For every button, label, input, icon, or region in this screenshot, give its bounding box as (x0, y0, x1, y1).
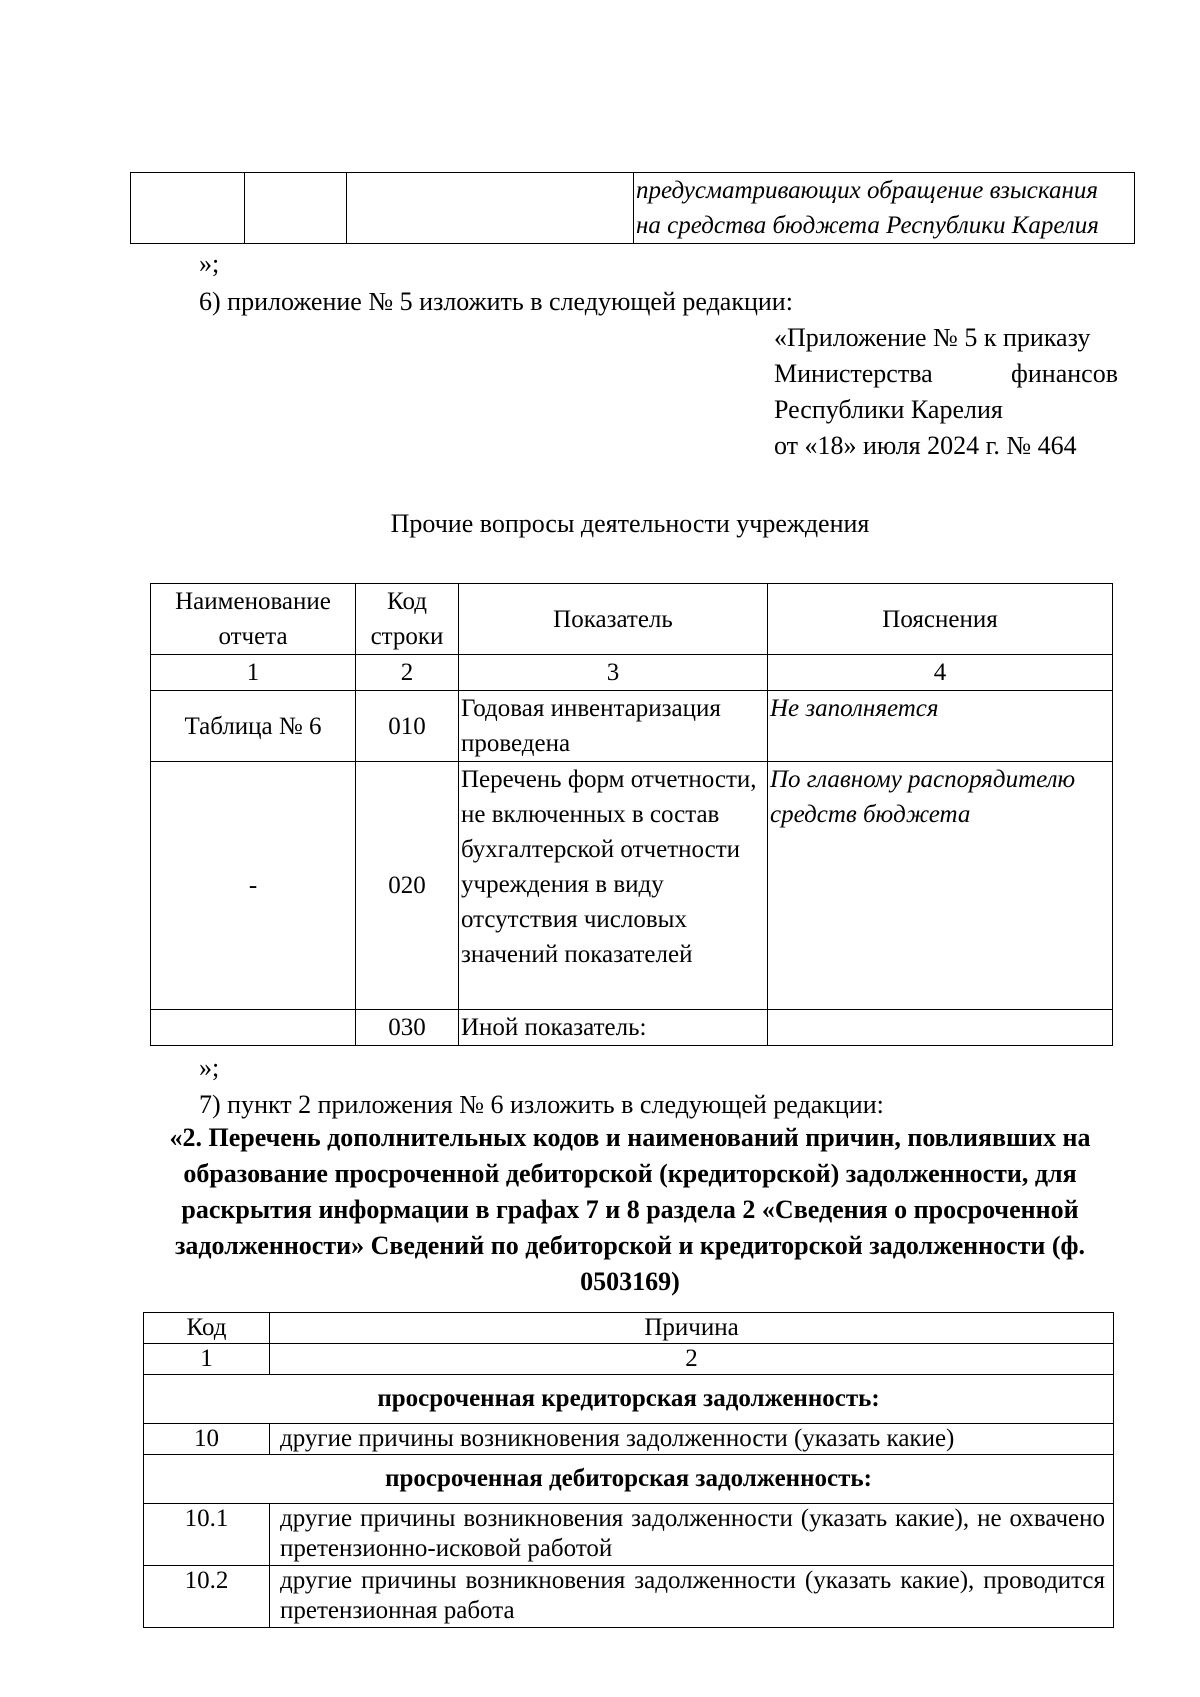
table5-col-number: 4 (768, 655, 1113, 691)
table5-cell-code: 030 (356, 1010, 459, 1046)
table6-group-debtor: просроченная дебиторская задолженность: (144, 1455, 1114, 1504)
table-row (151, 762, 1113, 1010)
table6-cell-code: 10.1 (144, 1504, 270, 1566)
appendix-line-2-right: финансов (1011, 359, 1118, 388)
table5-header-indicator: Показатель (459, 584, 768, 655)
table5-cell-code: 010 (356, 691, 459, 762)
table-row (151, 691, 1113, 762)
table5-cell-note: Не заполняется (768, 691, 1113, 762)
item-6-text: 6) приложение № 5 изложить в следующей редакции: (199, 287, 793, 316)
appendix-line-2-left: Министерства (774, 359, 933, 388)
table5-cell-name: - (151, 762, 356, 1010)
table5-col-number: 2 (356, 655, 459, 691)
table5-col-number: 1 (151, 655, 356, 691)
appendix-line (774, 320, 1118, 356)
table6-header-reason: Причина (270, 1313, 1114, 1344)
table6-cell-reason: другие причины возникновения задолженности (указать какие) (270, 1424, 1114, 1455)
top-table-text-line: на средства бюджета Республики Карелия (636, 212, 1099, 239)
table-reason-codes (143, 1312, 1114, 1628)
table5-header-code: Код строки (356, 584, 459, 655)
top-table-cell-2 (245, 173, 347, 244)
table-row (144, 1424, 1114, 1455)
table6-cell-code: 10 (144, 1424, 270, 1455)
table5-cell-name (151, 1010, 356, 1046)
table6-cell-reason: другие причины возникновения задолженности (указать какие), проводится претензионная работа (270, 1566, 1114, 1628)
table6-col-number: 1 (144, 1344, 270, 1375)
table5-header-name: Наименование отчета (151, 584, 356, 655)
table6-col-number: 2 (270, 1344, 1114, 1375)
table5-cell-note: По главному распорядителю средств бюджета (768, 762, 1113, 1010)
table-other-questions (150, 583, 1113, 1046)
table5-cell-note (768, 1010, 1113, 1046)
close-quote: »; (199, 1053, 220, 1082)
table-row (144, 1566, 1114, 1628)
top-table-cell-4 (634, 173, 1135, 244)
table5-cell-indicator: Годовая инвентаризация проведена (459, 691, 768, 762)
item-7-text: 7) пункт 2 приложения № 6 изложить в следующей редакции: (199, 1090, 884, 1119)
table5-col-number: 3 (459, 655, 768, 691)
close-quote: »; (199, 249, 220, 278)
table5-cell-indicator: Перечень форм отчетности, не включенных в состав бухгалтерской отчетности учреждения в виду отсутствия числовых значений показателей (459, 762, 768, 1010)
appendix-line (774, 356, 1118, 392)
section-2-title: «2. Перечень дополнительных кодов и наименований причин, повлиявших на образование просроченной дебиторской (кредиторской) задолженности, для раскрытия информации в графах 7 и 8 раздела 2 «Сведения о просроченной задолженности» Сведений по дебиторской и кредиторской задолженности (ф. 0503169) (169, 1123, 1091, 1296)
table6-cell-code: 10.2 (144, 1566, 270, 1628)
top-table-cell-3 (347, 173, 634, 244)
top-table-text-line: предусматривающих обращение взыскания (636, 177, 1098, 204)
top-table-cell-1 (131, 173, 245, 244)
table5-cell-name: Таблица № 6 (151, 691, 356, 762)
table6-header-code: Код (144, 1313, 270, 1344)
table-row (144, 1504, 1114, 1566)
table6-cell-reason: другие причины возникновения задолженности (указать какие), не охвачено претензионно-исковой работой (270, 1504, 1114, 1566)
table5-cell-indicator: Иной показатель: (459, 1010, 768, 1046)
appendix-line-1: «Приложение № 5 к приказу (774, 323, 1091, 352)
table6-group-creditor: просроченная кредиторская задолженность: (144, 1375, 1114, 1424)
table5-title: Прочие вопросы деятельности учреждения (390, 509, 870, 538)
top-table-fragment (130, 172, 1135, 244)
table5-header-notes: Пояснения (768, 584, 1113, 655)
table-row (151, 1010, 1113, 1046)
table5-cell-code: 020 (356, 762, 459, 1010)
appendix-line-3: Республики Карелия (774, 395, 1003, 424)
appendix-heading (774, 320, 1118, 464)
appendix-line-4: от «18» июля 2024 г. № 464 (774, 431, 1077, 460)
